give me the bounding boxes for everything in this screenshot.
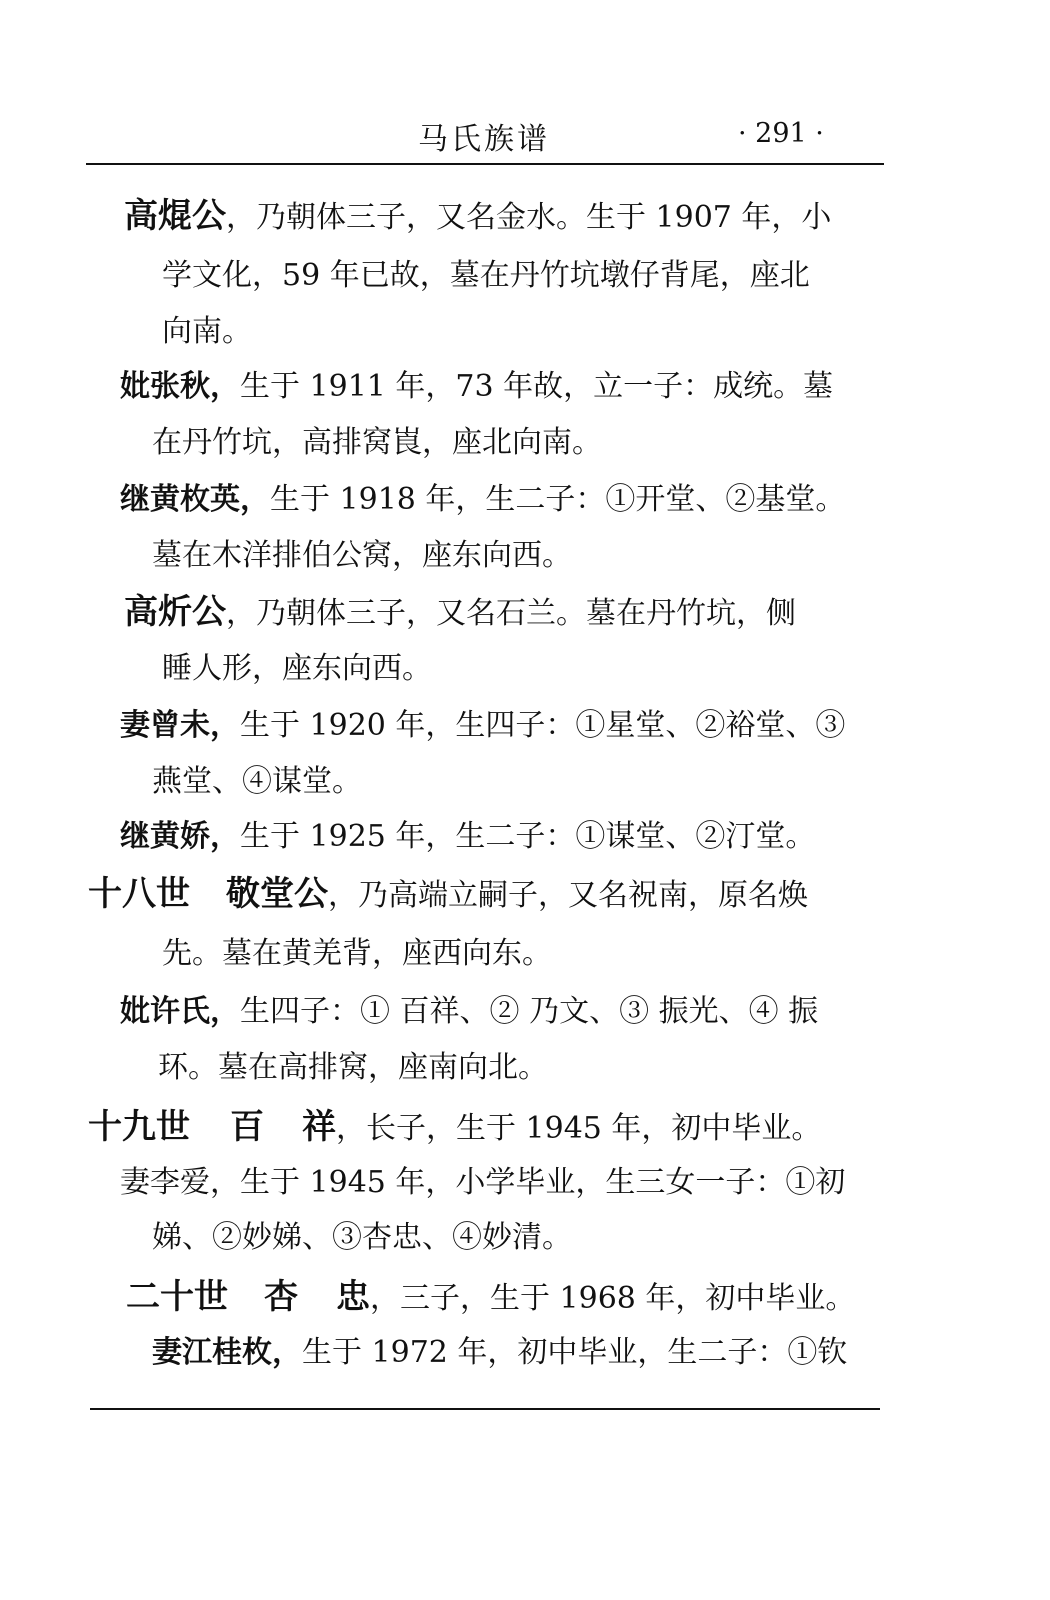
entry-name: 忠	[336, 1277, 370, 1317]
entry-text: 生于 1972 年，初中毕业，生二子：①钦	[302, 1335, 848, 1370]
entry-line: 燕堂、④谋堂。	[152, 764, 362, 799]
entry-name: 妣张秋，	[120, 369, 240, 404]
entry-text: 生于 1911 年，73 年故，立一子：成统。墓	[240, 369, 834, 404]
entry-text: 生于 1918 年，生二子：①开堂、②基堂。	[270, 482, 846, 517]
entry-line	[120, 480, 845, 520]
footer-rule	[90, 1408, 880, 1410]
entry-line: 在丹竹坑，高排窝崀，座北向南。	[152, 425, 602, 460]
entry-line	[124, 196, 831, 238]
entry-name: 妻曾未，	[120, 708, 240, 743]
entry-name: 祥	[302, 1107, 336, 1147]
entry-line: 学文化，59 年已故，墓在丹竹坑墩仔背尾，座北	[162, 258, 810, 293]
entry-name: 高焜公	[124, 196, 226, 236]
entry-line: 娣、②妙娣、③杏忠、④妙清。	[152, 1220, 572, 1255]
generation-label: 二十世	[126, 1277, 228, 1317]
entry-line: 墓在木洋排伯公窝，座东向西。	[152, 538, 572, 573]
entry-line	[88, 874, 808, 916]
generation-label: 十九世	[88, 1107, 190, 1147]
running-header-title: 马氏族谱	[418, 122, 550, 157]
entry-name: 百	[230, 1107, 264, 1147]
entry-name: 继黄枚英，	[120, 482, 270, 517]
entry-text: ，长子，生于 1945 年，初中毕业。	[336, 1111, 822, 1146]
generation-label: 十八世	[88, 874, 190, 914]
entry-line	[152, 1333, 847, 1373]
entry-text: ，三子，生于 1968 年，初中毕业。	[370, 1281, 856, 1316]
entry-line	[120, 817, 815, 857]
entry-line	[88, 1107, 821, 1149]
entry-name: 妻李爱，	[120, 1165, 240, 1200]
entry-line	[120, 367, 833, 407]
entry-line: 环。墓在高排窝，座南向北。	[158, 1050, 548, 1085]
entry-text: 生于 1925 年，生二子：①谋堂、②汀堂。	[240, 819, 816, 854]
entry-text: ，乃朝体三子，又名石兰。墓在丹竹坑，侧	[226, 596, 796, 631]
entry-text: ，乃朝体三子，又名金水。生于 1907 年，小	[226, 200, 832, 235]
entry-line	[120, 992, 818, 1032]
header-rule	[86, 163, 884, 165]
entry-line	[120, 1163, 845, 1203]
entry-text: 生于 1920 年，生四子：①星堂、②裕堂、③	[240, 708, 846, 743]
entry-line	[126, 1277, 855, 1319]
entry-line	[124, 592, 796, 634]
entry-line: 睡人形，座东向西。	[162, 651, 432, 686]
entry-line: 先。墓在黄羌背，座西向东。	[162, 936, 552, 971]
entry-name: 妻江桂枚，	[152, 1335, 302, 1370]
entry-name: 杏	[264, 1277, 298, 1317]
entry-line	[120, 706, 845, 746]
entry-name: 妣许氏，	[120, 994, 240, 1029]
entry-text: 生于 1945 年，小学毕业，生三女一子：①初	[240, 1165, 846, 1200]
entry-name: 敬堂公	[226, 874, 328, 914]
entry-text: ，乃高端立嗣子，又名祝南，原名焕	[328, 878, 808, 913]
entry-line: 向南。	[162, 314, 252, 349]
entry-name: 高炘公	[124, 592, 226, 632]
entry-name: 继黄娇，	[120, 819, 240, 854]
page-number: · 291 ·	[738, 118, 824, 149]
entry-text: 生四子：① 百祥、② 乃文、③ 振光、④ 振	[240, 994, 819, 1029]
